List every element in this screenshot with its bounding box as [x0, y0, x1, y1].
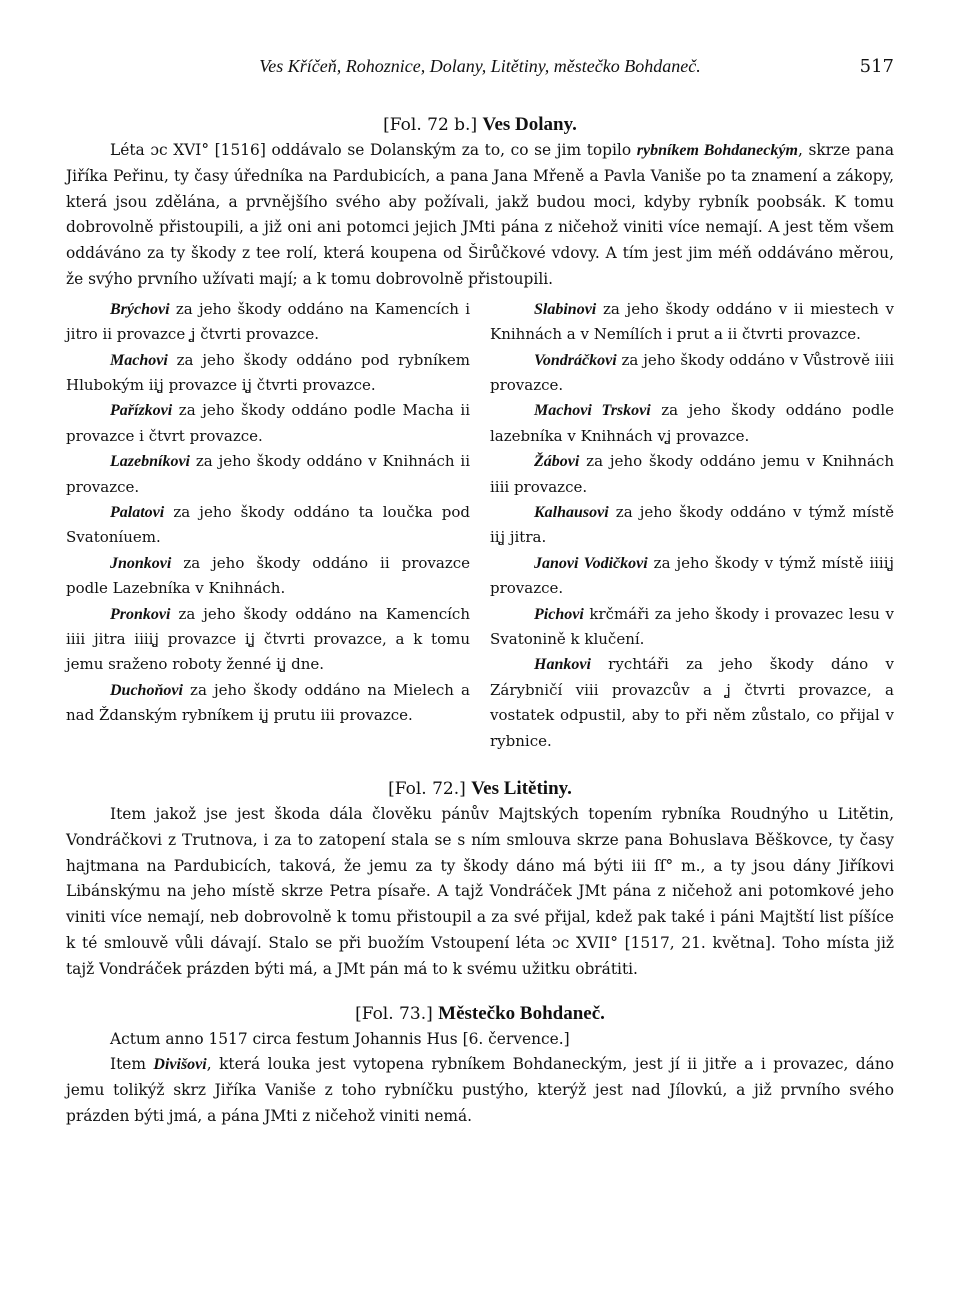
- entry-text: za jeho škody v týmž místě iiiiʝ provazce.: [490, 553, 894, 598]
- list-item: [66, 500, 470, 551]
- entry-name: Machovi Trskovi: [534, 402, 651, 420]
- entry-name: Slabinovi: [534, 300, 597, 318]
- entry-text: za jeho škody oddáno podle lazebníka v Knihnách vʝ provazce.: [490, 401, 895, 445]
- list-item: [490, 602, 894, 653]
- section-title: Městečko Bohdaneč.: [438, 1002, 605, 1024]
- entry-text: za jeho škody oddáno ta loučka pod Svatoníuem.: [66, 503, 470, 547]
- list-item: [66, 602, 470, 678]
- divis-paragraph: [66, 1052, 894, 1129]
- intro-text-b: , skrze pana Jiříka Peřinu, ty časy úředníka na Pardubicích, a pana Jana Mřeně a Pavla Vaniše po ta znamení a zákopy, která jsou zdělána, a prvnějšího svého aby požívali, jakž budou moci, kdyby rybník poobsák. K tomu dobrovolně přistoupili, a již oni ani potomci jejich JMti pána z ničehož viniti více nemají. A jest těm všem oddáváno za ty škody z tee rolí, která koupena od Širůčkové vdovy. A tím jest jim méň oddáváno měrou, že svýho prvního užívati mají; a k tomu dobrovolně přistoupili.: [66, 141, 895, 288]
- entry-text: za jeho škody oddáno jemu v Knihnách iiii provazce.: [490, 452, 894, 496]
- litetiny-paragraph: Item jakož jse jest škoda dála člověku pánův Majtských topením rybníka Roudnýho u Litětin, Vondráčkovi z Trutnova, i za to zatopení stala se s ním smlouva skrze pana Bohuslava Běškovce, ty časy hajtmana na Pardubicích, taková, že jemu za ty škody dáno má býti iii ſſ° m., a ty jsou dány Jiříkovi Libánskýmu na jeho místě skrze Petra písaře. A tajž Vondráček JMt pána z ničehož ani potomkové jeho viniti více nemají, neb dobrovolně k tomu přistoupil a za své přijal, kdež pak také i páni Majtští list píšíce k té smlouvě vůli dávají. Stalo se při buožím Vstoupení léta ɔc XVII° [1517, 21. května]. Toho místa již tajž Vondráček prázden býti má, a JMt pán má to k svému užitku obrátiti.: [66, 805, 894, 978]
- entry-text: za jeho škody oddáno v Knihnách ii provazce.: [66, 452, 470, 496]
- list-item: [66, 678, 470, 729]
- entry-name: Duchoňovi: [110, 681, 183, 699]
- entry-name: Pařízkovi: [110, 402, 173, 420]
- section-heading-dolany: [66, 112, 894, 138]
- list-item: [490, 500, 894, 551]
- list-item: [66, 398, 470, 449]
- entry-name: Janovi Vodičkovi: [534, 554, 648, 572]
- entry-text: rychtáři za jeho škody dáno v Zárybničí viii provazcův a ʝ čtvrti provazce, a vostatek odpustil, aby to při něm zůstalo, co přijal v rybnice.: [490, 655, 894, 750]
- folio-reference: [Fol. 73.]: [355, 1003, 433, 1024]
- entry-text: za jeho škody oddáno v týmž místě iiʝ jitra.: [490, 503, 894, 547]
- intro-emphasis: rybníkem Bohdaneckým: [636, 142, 798, 159]
- entry-name: Machovi: [110, 351, 168, 369]
- list-item: [66, 551, 470, 602]
- folio-reference: [Fol. 72.]: [388, 779, 466, 800]
- list-item: [66, 449, 470, 500]
- entry-text: za jeho škody oddáno podle Macha ii provazce i čtvrt provazce.: [66, 401, 470, 445]
- actum-line: Actum anno 1517 circa festum Johannis Hus [6. července.]: [110, 1029, 570, 1048]
- entry-text: za jeho škody oddáno na Kamencích iiii jitra iiiiʝ provazce iʝ čtvrti provazce, a k tomu jemu sraženo roboty ženné iʝ dne.: [66, 604, 470, 674]
- right-column: [490, 297, 894, 754]
- entry-name: Kalhausovi: [534, 504, 609, 522]
- item-name: Divišovi: [153, 1056, 207, 1074]
- running-header: [66, 56, 894, 86]
- document-page: [66, 56, 894, 1130]
- section-title: Ves Dolany.: [482, 114, 577, 135]
- entry-name: Palatovi: [110, 504, 165, 522]
- intro-paragraph: [66, 138, 894, 293]
- entry-text: za jeho škody oddáno na Mielech a nad Ždanským rybníkem iʝ prutu iii provazce.: [66, 680, 470, 725]
- item-text-a: Item: [110, 1055, 154, 1074]
- list-item: [490, 551, 894, 602]
- entry-name: Brýchovi: [110, 300, 170, 318]
- entry-text: krčmáři za jeho škody i provazec lesu v Svatonině k klučení.: [490, 604, 894, 649]
- entry-text: za jeho škody oddáno na Kamencích i jitro ii provazce ʝ čtvrti provazce.: [66, 299, 470, 344]
- entry-text: za jeho škody oddáno v Vůstrově iiii provazce.: [490, 350, 894, 394]
- entry-name: Pronkovi: [110, 605, 171, 623]
- entry-name: Pichovi: [534, 605, 584, 623]
- running-title: Ves Kříčeň, Rohoznice, Dolany, Litětiny, městečko Bohdaneč.: [259, 56, 701, 76]
- section-title: Ves Litětiny.: [471, 778, 572, 800]
- list-item: [490, 398, 894, 449]
- page-number: 517: [859, 56, 894, 77]
- entry-name: Žábovi: [534, 453, 580, 471]
- entry-name: Hankovi: [534, 656, 591, 674]
- entry-text: za jeho škody oddáno ii provazce podle Lazebníka v Knihnách.: [66, 553, 470, 598]
- section-heading-litetiny: [66, 776, 894, 802]
- entry-name: Vondráčkovi: [534, 351, 617, 369]
- list-item: [66, 297, 470, 348]
- list-item: [490, 297, 894, 348]
- list-item: [66, 348, 470, 399]
- list-item: [490, 348, 894, 399]
- list-item: [490, 652, 894, 754]
- folio-reference: [Fol. 72 b.]: [383, 115, 478, 135]
- entry-text: za jeho škody oddáno v ii miestech v Knihnách a v Nemílích i prut a ii čtvrti provazce.: [490, 299, 894, 344]
- entry-text: za jeho škody oddáno pod rybníkem Hlubokým iiʝ provazce iʝ čtvrti provazce.: [66, 350, 470, 394]
- section-heading-bohdanec: [66, 1001, 894, 1027]
- intro-text-a: Léta ɔc XVI° [1516] oddávalo se Dolanským za to, co se jim topilo: [110, 141, 637, 159]
- entry-name: Jnonkovi: [110, 554, 172, 572]
- two-column-list: [66, 297, 894, 754]
- list-item: [490, 449, 894, 500]
- entry-name: Lazebníkovi: [110, 453, 190, 471]
- left-column: [66, 297, 470, 754]
- item-text-b: , která louka jest vytopena rybníkem Bohdaneckým, jest jí ii jitře a i provazec, dáno jemu tolikýž skrz Jiříka Vaniše z toho rybníčku pustýho, kterýž jest nad Jílovkú, a již prvního svého prázden býti jmá, a pána JMti z ničehož viniti nemá.: [66, 1055, 894, 1126]
